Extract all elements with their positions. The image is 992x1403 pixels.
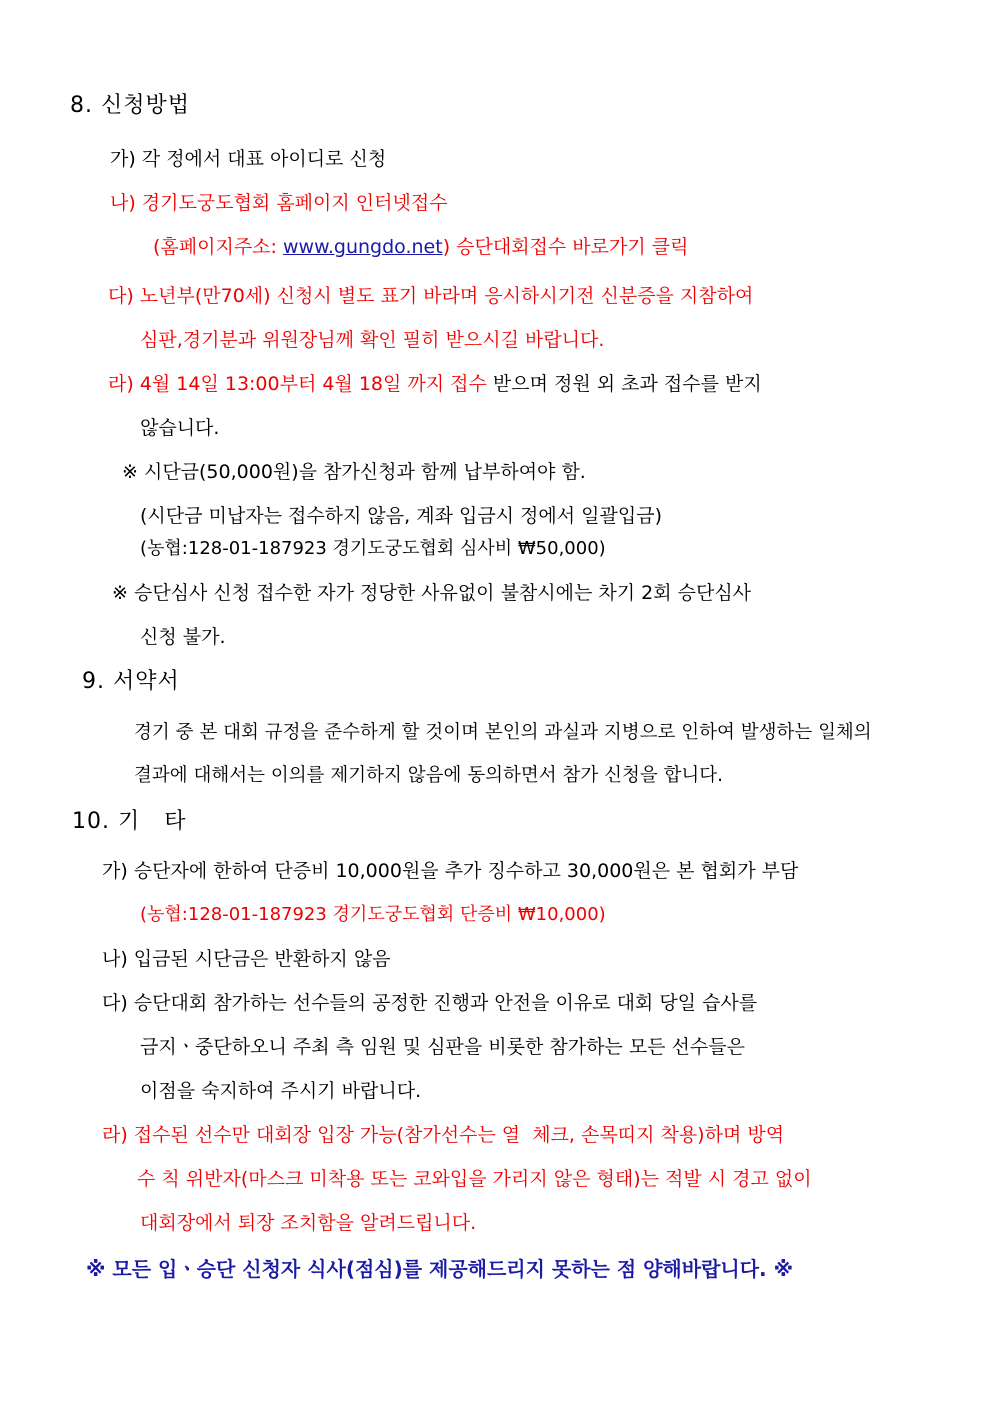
section8-heading: 8. 신청방법 bbox=[70, 93, 190, 118]
section8-item-ga: 가) 각 정에서 대표 아이디로 신청 bbox=[110, 148, 387, 170]
section10-item-da-line2: 금지ㆍ중단하오니 주최 측 임원 및 심판을 비롯한 참가하는 모든 선수들은 bbox=[140, 1036, 745, 1058]
section10-heading: 10. 기 타 bbox=[72, 809, 187, 834]
section8-item-ra-red: 라) 4월 14일 13:00부터 4월 18일 까지 접수 bbox=[108, 373, 487, 395]
section8-note2-line2: 신청 불가. bbox=[140, 626, 226, 648]
homepage-suffix: ) 승단대회접수 바로가기 클릭 bbox=[442, 236, 689, 258]
section10-item-ra-line1: 라) 접수된 선수만 대회장 입장 가능(참가선수는 열 체크, 손목띠지 착용)하며 방역 bbox=[102, 1124, 785, 1146]
section10-item-ra-line2: 수 칙 위반자(마스크 미착용 또는 코와입을 가리지 않은 형태)는 적발 시 경고 없이 bbox=[137, 1168, 812, 1190]
section9-line1: 경기 중 본 대회 규정을 준수하게 할 것이며 본인의 과실과 지병으로 인하여 발생하는 일체의 bbox=[134, 722, 872, 743]
section8-note1: ※ 시단금(50,000원)을 참가신청과 함께 납부하여야 함. bbox=[122, 461, 586, 483]
section8-note2-line1: ※ 승단심사 신청 접수한 자가 정당한 사유없이 불참시에는 차기 2회 승단심사 bbox=[112, 582, 752, 604]
section8-note1-account: (농협:128-01-187923 경기도궁도협회 심사비 ₩50,000) bbox=[140, 538, 606, 559]
section8-item-ra-line2: 않습니다. bbox=[140, 417, 220, 439]
section8-item-na: 나) 경기도궁도협회 홈페이지 인터넷접수 bbox=[110, 192, 448, 214]
section10-item-ga-line1: 가) 승단자에 한하여 단증비 10,000원을 추가 징수하고 30,000원은 본 협회가 부담 bbox=[102, 860, 799, 882]
homepage-prefix: (홈페이지주소: bbox=[153, 236, 283, 258]
homepage-line bbox=[153, 234, 688, 260]
section10-item-da-line3: 이점을 숙지하여 주시기 바랍니다. bbox=[140, 1080, 422, 1102]
section10-item-da-line1: 다) 승단대회 참가하는 선수들의 공정한 진행과 안전을 이유로 대회 당일 습사를 bbox=[102, 992, 758, 1014]
footer-note: ※ 모든 입ㆍ승단 신청자 식사(점심)를 제공해드리지 못하는 점 양해바랍니다. ※ bbox=[86, 1257, 794, 1281]
homepage-link[interactable]: www.gungdo.net bbox=[282, 236, 443, 258]
section8-item-da-line2: 심판,경기분과 위원장님께 확인 필히 받으시길 바랍니다. bbox=[140, 329, 605, 351]
section8-item-ra-line1 bbox=[108, 371, 762, 397]
section8-note1-sub: (시단금 미납자는 접수하지 않음, 계좌 입금시 정에서 일괄입금) bbox=[140, 505, 662, 527]
section8-item-ra-black: 받으며 정원 외 초과 접수를 받지 bbox=[486, 373, 762, 395]
section9-heading: 9. 서약서 bbox=[82, 669, 180, 694]
section10-item-ra-line3: 대회장에서 퇴장 조치함을 알려드립니다. bbox=[140, 1212, 477, 1234]
section10-item-na: 나) 입금된 시단금은 반환하지 않음 bbox=[102, 948, 391, 970]
section8-item-da-line1: 다) 노년부(만70세) 신청시 별도 표기 바라며 응시하시기전 신분증을 지참하여 bbox=[108, 285, 754, 307]
section10-item-ga-line2: (농협:128-01-187923 경기도궁도협회 단증비 ₩10,000) bbox=[140, 904, 606, 925]
section9-line2: 결과에 대해서는 이의를 제기하지 않음에 동의하면서 참가 신청을 합니다. bbox=[134, 765, 724, 786]
